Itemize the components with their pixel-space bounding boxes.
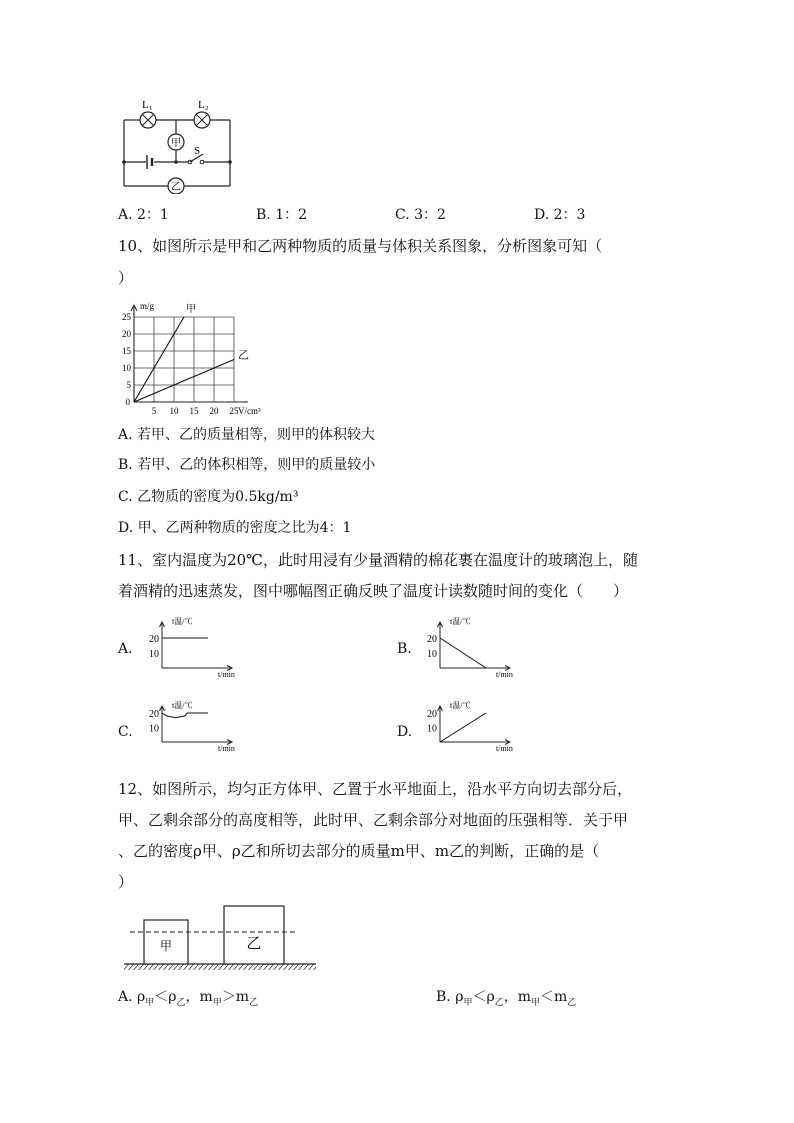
series-label: 乙 [238, 349, 249, 362]
q12-stem-line3: 、乙的密度ρ甲、ρ乙和所切去部分的质量m甲、m乙的判断，正确的是（ [118, 842, 600, 860]
y-axis-label: t温/℃ [172, 701, 193, 710]
x-tick-label: 25 [229, 406, 239, 416]
series-line [440, 638, 486, 668]
lamp-l1 [140, 112, 156, 128]
cube-yi-label: 乙 [246, 936, 262, 952]
y-tick-label: 10 [122, 363, 131, 373]
lamp-l2 [194, 112, 210, 128]
q9-option-a: A. 2：1 [118, 207, 169, 223]
q10-option-a: A. 若甲、乙的质量相等，则甲的体积较大 [118, 427, 376, 443]
q12-stem-line4: ） [118, 873, 134, 891]
y-axis-label: t温/℃ [172, 617, 193, 626]
temp-chart-b [418, 608, 538, 688]
cubes-figure [122, 900, 322, 974]
q11-label-b: B. [397, 641, 412, 657]
x-tick-label: 10 [169, 406, 179, 416]
q10-option-c: C. 乙物质的密度为0.5kg/m³ [118, 489, 299, 505]
y-tick-label: 10 [149, 649, 159, 660]
y-axis-label: t温/℃ [450, 617, 471, 626]
series-line [440, 713, 486, 742]
q10-option-b: B. 若甲、乙的体积相等，则甲的质量较小 [118, 457, 376, 473]
switch-label: S [194, 145, 201, 157]
cube-yi [224, 906, 284, 964]
x-axis-label: t/min [218, 744, 235, 753]
x-axis-label: t/min [218, 670, 235, 679]
y-tick-label: 5 [126, 380, 131, 390]
y-tick-label: 20 [149, 709, 159, 720]
y-tick-label: 10 [149, 723, 159, 735]
q10-stem-line2: ） [118, 269, 134, 287]
y-tick-label: 20 [427, 709, 437, 720]
y-tick-label: 25 [122, 312, 131, 322]
series-line [162, 713, 208, 718]
q10-option-d: D. 甲、乙两种物质的密度之比为4：1 [118, 520, 352, 536]
cube-jia-label: 甲 [159, 939, 173, 953]
lamp-l2-label: L₂ [198, 99, 209, 111]
mass-volume-chart [116, 294, 276, 418]
series-line [134, 317, 184, 402]
q9-option-b: B. 1：2 [256, 207, 308, 223]
origin-label: 0 [125, 397, 130, 407]
x-axis-label: t/min [496, 670, 513, 679]
x-axis-label: t/min [496, 744, 513, 753]
series-label: 甲 [186, 304, 196, 315]
q12-option-a: A. $\rho_甲<\rho_乙$，$m_甲>m_乙$ [118, 989, 259, 1008]
q10-stem-line1: 10、如图所示是甲和乙两种物质的质量与体积关系图象，分析图象可知（ [118, 237, 603, 255]
x-tick-label: 15 [189, 406, 199, 416]
q11-label-c: C. [118, 724, 133, 740]
q12-stem-line2: 甲、乙剩余部分的高度相等，此时甲、乙剩余部分对地面的压强相等．关于甲 [118, 811, 629, 829]
series-line [134, 360, 234, 403]
y-axis-label: m/g [140, 301, 155, 311]
meter-jia-label: 甲 [171, 138, 181, 149]
q11-label-a: A. [118, 641, 133, 657]
y-tick-label: 20 [149, 634, 159, 645]
q11-stem-line1: 11、室内温度为20℃，此时用浸有少量酒精的棉花裹在温度计的玻璃泡上，随 [118, 551, 638, 569]
temp-chart-c [140, 692, 264, 764]
y-tick-label: 20 [427, 634, 437, 645]
temp-chart-a [140, 608, 260, 684]
q11-label-d: D. [397, 724, 413, 740]
q9-option-c: C. 3：2 [395, 207, 446, 223]
x-tick-label: 20 [209, 406, 219, 416]
y-axis-label: t温/℃ [450, 701, 471, 710]
q9-option-d: D. 2：3 [534, 207, 586, 223]
x-tick-label: 5 [151, 406, 157, 416]
ground-hatch [124, 964, 316, 970]
x-axis-label: V/cm³ [238, 406, 261, 416]
y-tick-label: 10 [427, 649, 437, 660]
lamp-l1-label: L₁ [142, 99, 153, 111]
y-tick-label: 20 [122, 329, 131, 339]
circuit-diagram [118, 94, 240, 194]
meter-yi-label: 乙 [171, 182, 181, 193]
y-tick-label: 10 [427, 723, 437, 735]
y-tick-label: 15 [122, 346, 131, 356]
q12-stem-line1: 12、如图所示，均匀正方体甲、乙置于水平地面上，沿水平方向切去部分后， [118, 780, 633, 798]
q12-option-b: B. $\rho_甲<\rho_乙$，$m_甲<m_乙$ [436, 989, 577, 1008]
q11-stem-line2: 着酒精的迅速蒸发，图中哪幅图正确反映了温度计读数随时间的变化（ ） [118, 582, 629, 600]
temp-chart-d [418, 692, 542, 764]
